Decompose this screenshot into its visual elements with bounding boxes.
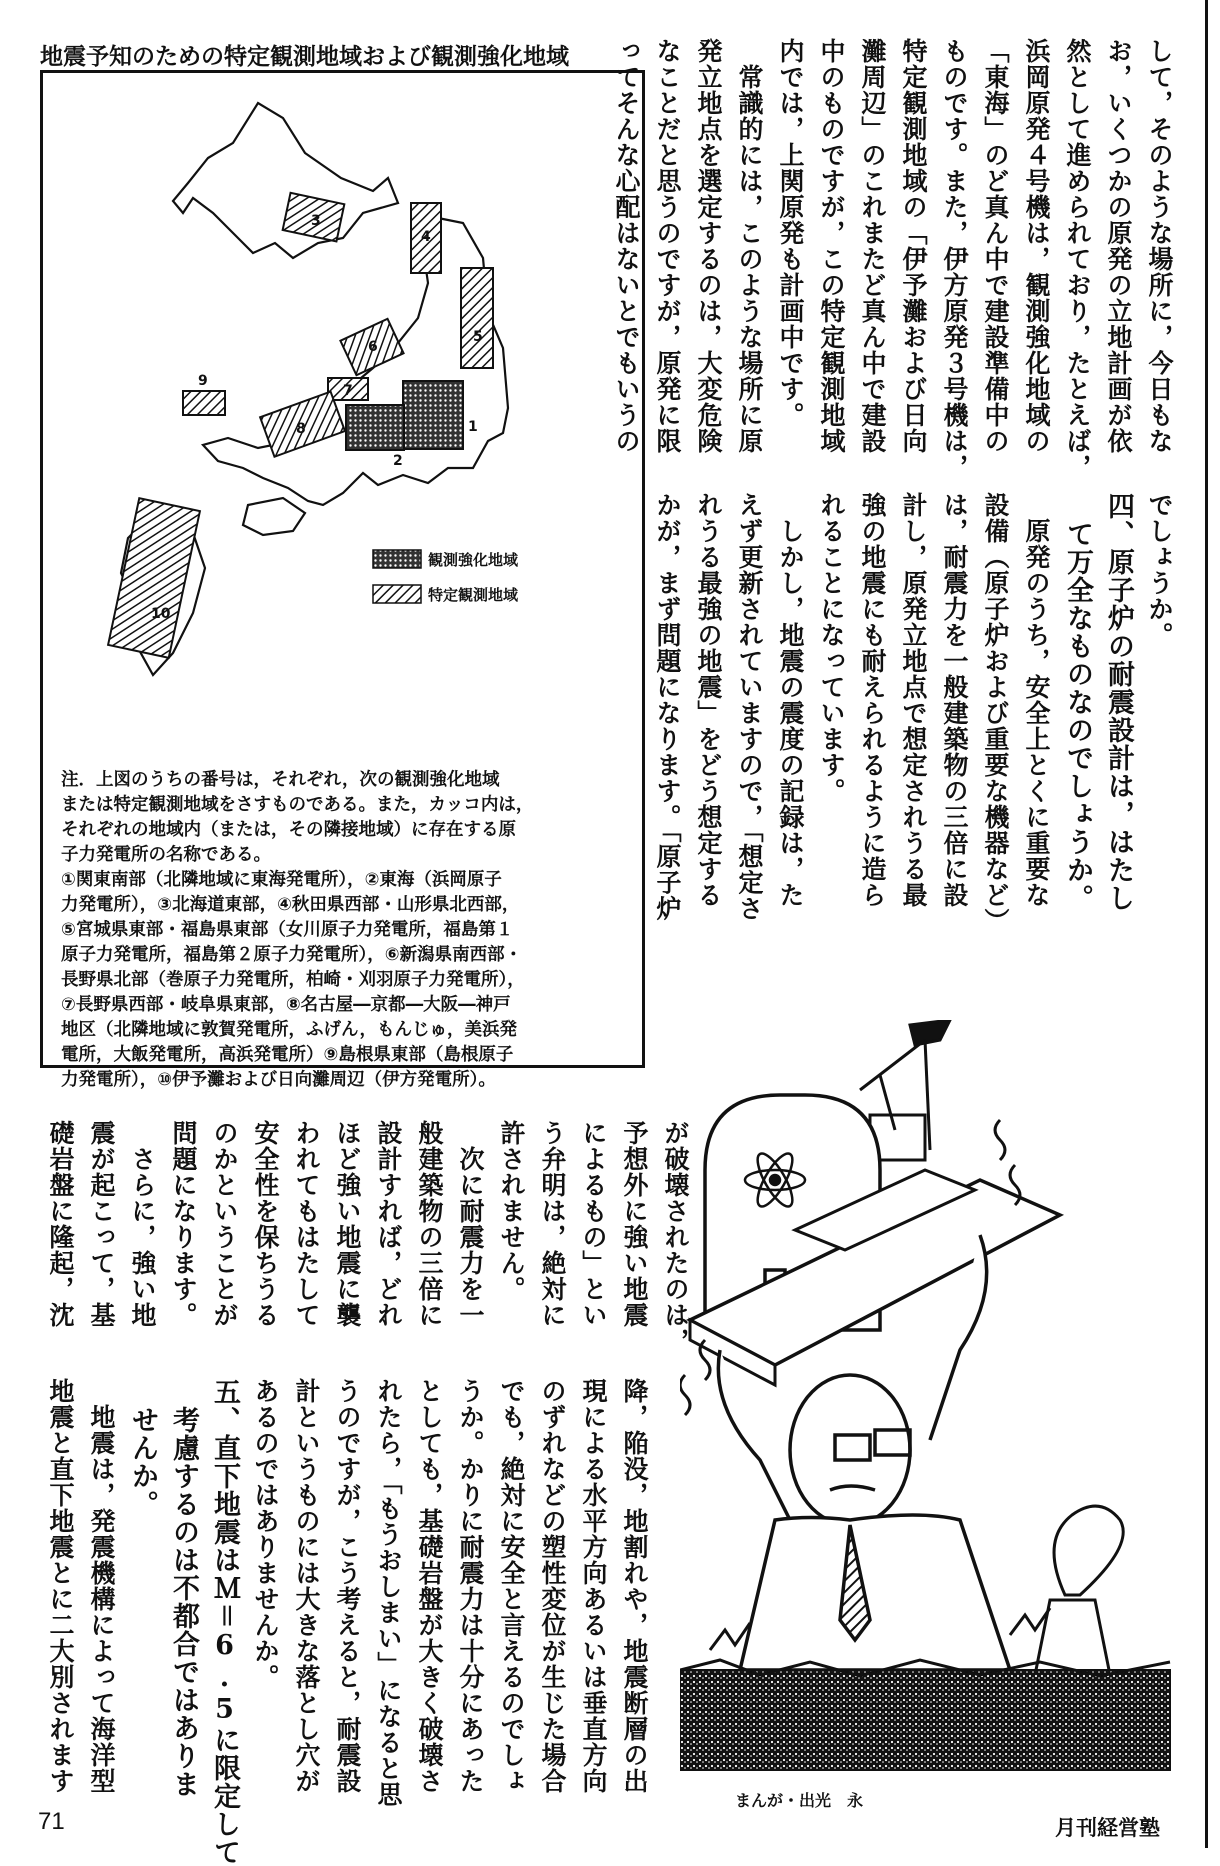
section-heading-4: 四、原子炉の耐震設計は，はたし — [1103, 492, 1134, 912]
text-column: でも，絶対に安全と言えるのでしょ — [497, 1378, 526, 1794]
note-line: 原子力発電所，福島第２原子力発電所），⑥新潟県南西部・ — [61, 945, 523, 965]
text-column: 計というものには大きな落とし穴が — [292, 1378, 321, 1794]
map-note — [61, 768, 631, 1093]
cooling-tower — [1035, 1506, 1123, 1675]
region-label: 1 — [468, 419, 478, 435]
text-column: 計し，原発立地点で想定されうる最 — [899, 492, 928, 908]
shikoku-outline — [243, 498, 305, 535]
text-column: 浜岡原発４号機は，観測強化地域の — [1022, 38, 1051, 454]
text-column: 特定観測地域の「伊予灘および日向 — [899, 38, 928, 454]
text-column: 発立地点を選定するのは，大変危険 — [694, 38, 723, 454]
text-column: 原発のうち，安全上とくに重要な — [1022, 492, 1051, 908]
section-heading-5-cont: せんか。 — [127, 1378, 158, 1518]
region-label: 4 — [421, 229, 431, 245]
text-column: によるもの」とい — [579, 1120, 608, 1328]
bedrock-ground — [680, 1670, 1170, 1770]
text-column: 「東海」のど真ん中で建設準備中の — [981, 38, 1010, 454]
note-line: ⑦長野県西部・岐阜県東部，⑧名古屋―京都―大阪―神戸 — [61, 995, 511, 1015]
text-column: 予想外に強い地震 — [620, 1120, 649, 1328]
text-column: 灘周辺」のこれまたど真ん中で建設 — [858, 38, 887, 454]
section-heading-5: 五、直下地震はＭ＝6.5に限定して — [209, 1378, 240, 1866]
text-column: れうる最強の地震」をどう想定する — [694, 492, 723, 908]
page-number: 71 — [38, 1808, 65, 1835]
note-line: 子力発電所の名称である。 — [61, 845, 271, 865]
text-column: あるのではありませんか。 — [251, 1378, 280, 1690]
region-5 — [461, 268, 493, 368]
page-edge-rule — [1205, 0, 1208, 1848]
text-column: れることになっています。 — [817, 492, 846, 804]
hokkaido-outline — [173, 103, 398, 258]
text-column: ほど強い地震に襲 — [333, 1120, 362, 1328]
body-text-top — [606, 38, 1180, 508]
note-line: 地区（北隣地域に敦賀発電所，ふげん，もんじゅ，美浜発 — [61, 1020, 518, 1040]
region-1 — [403, 381, 463, 449]
text-column: ってそんな心配はないとでもいうの — [612, 38, 641, 454]
text-column: えず更新されていますので，「想定さ — [735, 492, 764, 922]
cartoon-credit: まんが・出光 永 — [735, 1791, 864, 1810]
text-column: 現による水平方向あるいは垂直方向 — [579, 1378, 608, 1794]
text-column: 地震は，発震機構によって海洋型 — [87, 1378, 116, 1794]
text-column: のずれなどの塑性変位が生じた場合 — [538, 1378, 567, 1794]
legend-strengthened: 観測強化地域 — [428, 551, 519, 569]
text-column: う弁明は，絶対に — [538, 1120, 567, 1328]
cartoon-illustration — [680, 1020, 1175, 1790]
text-column: 然として進められており，たとえば， — [1063, 38, 1092, 480]
region-label: 2 — [393, 453, 403, 469]
text-column: としても，基礎岩盤が大きく破壊さ — [415, 1378, 444, 1794]
section-heading-5-cont: 考慮するのは不都合ではありま — [168, 1378, 199, 1798]
region-9 — [183, 391, 225, 415]
text-column: して，そのような場所に，今日もな — [1145, 38, 1174, 454]
text-column: のかということが — [210, 1120, 239, 1328]
text-column: は，耐震力を一般建築物の三倍に設 — [940, 492, 969, 908]
region-label: 3 — [311, 213, 321, 229]
text-column: 設計すれば，どれ — [374, 1120, 403, 1328]
region-label: 9 — [198, 373, 208, 389]
text-column: 般建築物の三倍に — [415, 1120, 444, 1328]
text-column: 安全性を保ちうる — [251, 1120, 280, 1328]
body-text-bottom-left — [40, 1120, 696, 1420]
text-column: お，いくつかの原発の立地計画が依 — [1104, 38, 1133, 454]
text-column: 設備（原子炉および重要な機器など） — [981, 492, 1010, 934]
text-column: うか。かりに耐震力は十分にあった — [456, 1378, 485, 1794]
legend-swatch-specified — [373, 585, 421, 603]
text-column: 礎岩盤に隆起，沈 — [46, 1120, 75, 1328]
text-column: 中のものですが，この特定観測地域 — [817, 38, 846, 454]
text-column: れたら，「もうおしまい」になると思 — [374, 1378, 403, 1808]
japan-map — [43, 73, 643, 763]
text-column: ものです。また，伊方原発３号機は， — [940, 38, 969, 480]
text-column: 許されません。 — [497, 1120, 526, 1302]
region-label: 8 — [296, 421, 306, 437]
region-label: 7 — [343, 383, 353, 399]
region-2 — [346, 405, 404, 450]
note-line: 注．上図のうちの番号は，それぞれ，次の観測強化地域 — [61, 770, 500, 790]
magazine-name: 月刊経営塾 — [1055, 1815, 1160, 1840]
map-title: 地震予知のための特定観測地域および観測強化地域 — [40, 44, 569, 70]
text-column: 常識的には，このような場所に原 — [735, 38, 764, 454]
text-column: さらに，強い地 — [128, 1120, 157, 1328]
text-column: なことだと思うのですが，原発に限 — [653, 38, 682, 454]
note-line: ⑤宮城県東部・福島県東部（女川原子力発電所，福島第１ — [61, 920, 514, 940]
region-10 — [108, 498, 200, 658]
text-column: われてもはたして — [292, 1120, 321, 1328]
text-column: が破壊されたのは， — [661, 1120, 690, 1354]
text-column: 内では，上関原発も計画中です。 — [776, 38, 805, 428]
legend-swatch-strengthened — [373, 550, 421, 568]
text-column: 震が起こって，基 — [87, 1120, 116, 1328]
text-column: 次に耐震力を一 — [456, 1120, 485, 1328]
text-column: うのですが，こう考えると，耐震設 — [333, 1378, 362, 1794]
section-heading-4-cont: て万全なものなのでしょうか。 — [1062, 492, 1093, 912]
map-figure — [40, 70, 645, 1090]
note-line: 力発電所），③北海道東部，④秋田県西部・山形県北西部， — [61, 895, 520, 915]
note-line: 電所，大飯発電所，高浜発電所）⑨島根県東部（島根原子 — [61, 1045, 514, 1065]
note-line: または特定観測地域をさすものである。また，カッコ内は， — [61, 795, 534, 815]
region-label: 10 — [151, 606, 171, 622]
note-line: ①関東南部（北隣地域に東海発電所），②東海（浜岡原子 — [61, 870, 502, 890]
body-text-middle — [647, 492, 1180, 934]
region-label: 6 — [368, 339, 378, 355]
note-line: 力発電所），⑩伊予灘および日向灘周辺（伊方発電所）。 — [61, 1070, 496, 1090]
text-column: 地震と直下地震とに二大別されます — [46, 1378, 75, 1794]
text-column: 強の地震にも耐えられるように造ら — [858, 492, 887, 908]
text-column: 降，陥没，地割れや，地震断層の出 — [620, 1378, 649, 1794]
text-column: でしょうか。 — [1145, 492, 1174, 648]
text-column: かが，まず問題になります。「原子炉 — [653, 492, 682, 922]
legend-specified: 特定観測地域 — [428, 586, 519, 604]
note-line: 長野県北部（巻原子力発電所，柏崎・刈羽原子力発電所）， — [61, 970, 525, 990]
text-column: 問題になります。 — [169, 1120, 198, 1328]
region-label: 5 — [473, 329, 483, 345]
text-column: しかし，地震の震度の記録は，た — [776, 492, 805, 908]
note-line: それぞれの地域内（または，その隣接地域）に存在する原 — [61, 820, 516, 840]
